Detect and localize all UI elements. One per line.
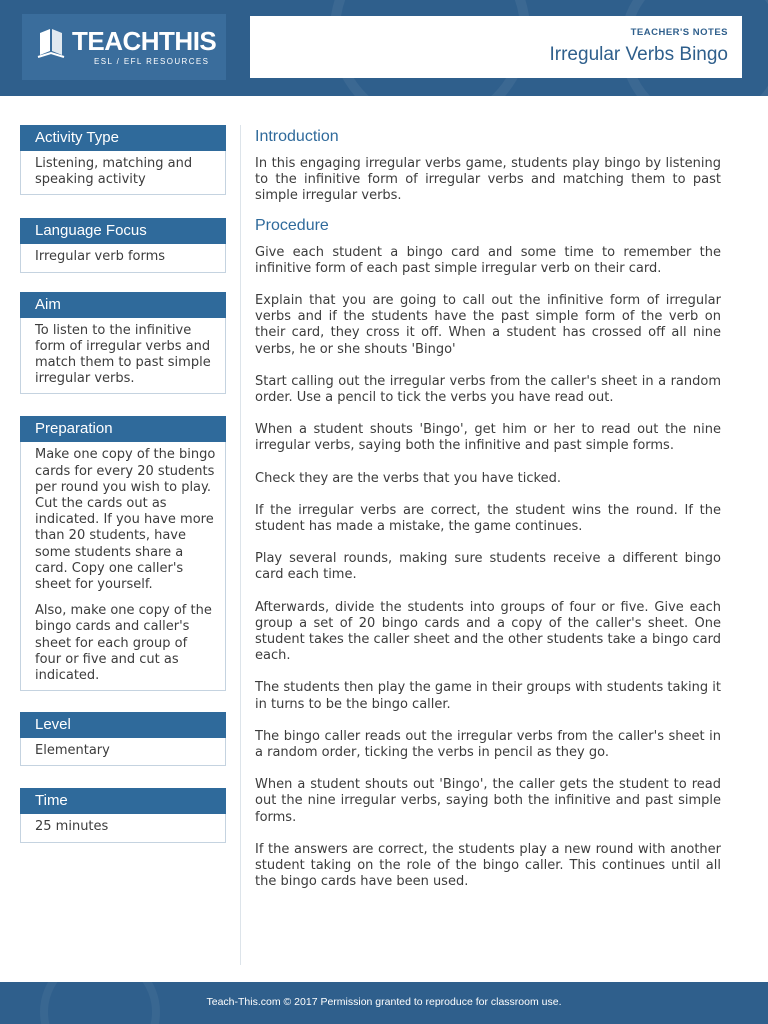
preparation-paragraph: Also, make one copy of the bingo cards and caller's sheet for each group of four or five and cut as indicated. (35, 603, 212, 684)
language-focus-heading: Language Focus (20, 218, 226, 244)
procedure-paragraph: Play several rounds, making sure students receive a different bingo card each time. (255, 551, 721, 583)
procedure-paragraph: Afterwards, divide the students into groups of four or five. Give each group a set of 20 bingo cards and a copy of the caller's sheet. One student takes the caller sheet and the other students take a bingo card each. (255, 599, 721, 664)
introduction-heading: Introduction (255, 128, 339, 145)
aim-text: To listen to the infinitive form of irregular verbs and match them to past simple irregular verbs. (20, 318, 226, 395)
preparation-body (20, 442, 226, 691)
time-text: 25 minutes (20, 814, 226, 842)
activity-type-text: Listening, matching and speaking activity (20, 151, 226, 195)
procedure-paragraph: Give each student a bingo card and some time to remember the infinitive form of each past simple irregular verb on their card. (255, 244, 721, 276)
logo-subtitle: ESL / EFL RESOURCES (94, 57, 210, 66)
time-heading: Time (20, 788, 226, 814)
main-content (255, 128, 721, 891)
logo-text: TEACHTHIS (72, 26, 217, 56)
aim-heading: Aim (20, 292, 226, 318)
page-header (0, 0, 768, 96)
teachthis-logo[interactable] (22, 14, 226, 80)
procedure-list (255, 245, 721, 891)
procedure-heading: Procedure (255, 216, 329, 234)
procedure-paragraph: Explain that you are going to call out the infinitive form of irregular verbs and if the students have the past simple form of the verb on their card, they cross it off. When a student has crossed off all nine verbs, he or she shouts 'Bingo' (255, 293, 721, 357)
procedure-paragraph: When a student shouts 'Bingo', get him or her to read out the nine irregular verbs, saying both the infinitive and past simple forms. (255, 422, 721, 454)
procedure-paragraph: If the answers are correct, the students play a new round with another student taking on the role of the bingo caller. This continues until all the bingo cards have been used. (255, 841, 721, 890)
page-footer (0, 982, 768, 1024)
procedure-paragraph: Start calling out the irregular verbs from the caller's sheet in a random order. Use a pencil to tick the verbs you have read out. (255, 373, 721, 406)
copyright-text: Teach-This.com © 2017 Permission granted to reproduce for classroom use. (206, 996, 562, 1008)
teachers-notes-label: TEACHER'S NOTES (630, 27, 728, 38)
preparation-paragraph: Make one copy of the bingo cards for every 20 students per round you wish to play. Cut the cards out as indicated. If you have more than 20 students, have some students share a card. Copy one caller's sheet for yourself. (35, 447, 216, 593)
procedure-paragraph: Check they are the verbs that you have ticked. (255, 470, 561, 486)
procedure-paragraph: The students then play the game in their groups with students taking it in turns to be the bingo caller. (255, 680, 721, 712)
book-icon (36, 25, 68, 59)
procedure-paragraph: When a student shouts out 'Bingo', the caller gets the student to read out the nine irregular verbs, saying both the infinitive and past simple forms. (255, 777, 721, 825)
level-text: Elementary (20, 738, 226, 766)
activity-type-heading: Activity Type (20, 125, 226, 151)
sidebar (20, 125, 226, 843)
procedure-paragraph: The bingo caller reads out the irregular verbs from the caller's sheet in a random order, ticking the verbs in pencil as they go. (255, 728, 721, 761)
title-box (250, 16, 742, 78)
introduction-text: In this engaging irregular verbs game, students play bingo by listening to the infinitive form of irregular verbs and matching them to past simple irregular verbs. (255, 156, 721, 204)
level-heading: Level (20, 712, 226, 738)
procedure-paragraph: If the irregular verbs are correct, the student wins the round. If the student has made a mistake, the game continues. (255, 502, 721, 535)
page-title: Irregular Verbs Bingo (549, 44, 728, 65)
column-divider (240, 125, 241, 965)
language-focus-text: Irregular verb forms (20, 244, 226, 272)
preparation-heading: Preparation (20, 416, 226, 442)
